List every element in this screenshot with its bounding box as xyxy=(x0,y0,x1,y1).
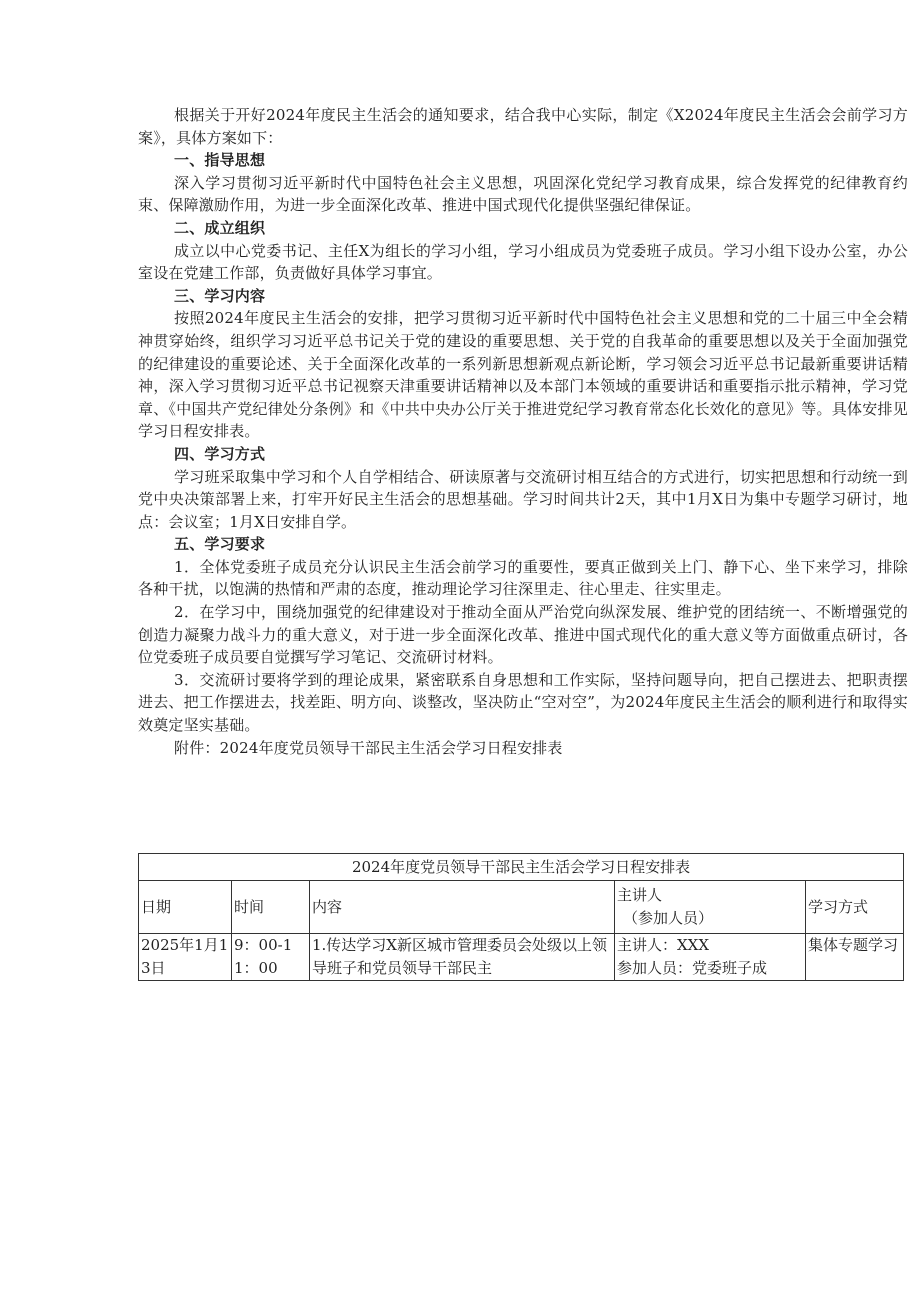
section-heading-study-content: 三、学习内容 xyxy=(174,286,266,305)
section-paragraph: 深入学习贯彻习近平新时代中国特色社会主义思想，巩固深化党纪学习教育成果，综合发挥党的纪律教育约束、保障激励作用，为进一步全面深化改革、推进中国式现代化提供坚强纪律保证。 xyxy=(138,173,908,215)
cell-date: 2025年1月13日 xyxy=(139,934,232,981)
section-heading-study-method: 四、学习方式 xyxy=(174,444,266,463)
document-body xyxy=(138,104,908,759)
requirement-item: 1．全体党委班子成员充分认识民主生活会前学习的重要性，要真正做到关上门、静下心、坐下来学习，排除各种干扰，以饱满的热情和严肃的态度，推动理论学习往深里走、往心里走、往实里走。 xyxy=(138,557,908,599)
intro-paragraph: 根据关于开好2024年度民主生活会的通知要求，结合我中心实际，制定《X2024年度民主生活会会前学习方案》，具体方案如下： xyxy=(138,106,908,147)
section-paragraph: 学习班采取集中学习和个人自学相结合、研读原著与交流研讨相互结合的方式进行，切实把思想和行动统一到党中央决策部署上来，打牢开好民主生活会的思想基础。学习时间共计2天，其中1月X日为集中专题学习研讨，地点：会议室；1月X日安排自学。 xyxy=(138,467,908,531)
section-heading-study-requirements: 五、学习要求 xyxy=(174,535,266,554)
requirement-item: 2．在学习中，围绕加强党的纪律建设对于推动全面从严治党向纵深发展、维护党的团结统一、不断增强党的创造力凝聚力战斗力的重大意义，对于进一步全面深化改革、推进中国式现代化的重大意义等方面做重点研讨，各位党委班子成员要自觉撰写学习笔记、交流研讨材料。 xyxy=(138,603,908,667)
section-heading-organization: 二、成立组织 xyxy=(174,218,266,237)
cell-time: 9：00-11：00 xyxy=(232,934,310,981)
header-content: 内容 xyxy=(310,881,615,934)
cell-content: 1.传达学习X新区城市管理委员会处级以上领导班子和党员领导干部民主 xyxy=(310,934,615,981)
cell-method: 集体专题学习 xyxy=(806,934,904,981)
header-method: 学习方式 xyxy=(806,881,904,934)
header-speaker-line2: （参加人员） xyxy=(623,909,714,927)
header-date: 日期 xyxy=(139,881,232,934)
cell-speaker-line2: 参加人员：党委班子成 xyxy=(617,959,768,977)
header-time: 时间 xyxy=(232,881,310,934)
attachment-note: 附件：2024年度党员领导干部民主生活会学习日程安排表 xyxy=(174,738,563,757)
section-paragraph: 按照2024年度民主生活会的安排，把学习贯彻习近平新时代中国特色社会主义思想和党的二十届三中全会精神贯穿始终，组织学习习近平总书记关于党的建设的重要思想、关于党的自我革命的重要思想以及关于全面加强党的纪律建设的重要论述、关于全面深化改革的一系列新思想新观点新论断，学习领会习近平总书记最新重要讲话精神，深入学习贯彻习近平总书记视察天津重要讲话精神以及本部门本领域的重要讲话和重要指示批示精神，学习党章、《中国共产党纪律处分条例》和《中共中央办公厅关于推进党纪学习教育常态化长效化的意见》等。具体安排见学习日程安排表。 xyxy=(138,309,908,441)
section-paragraph: 成立以中心党委书记、主任X为组长的学习小组，学习小组成员为党委班子成员。学习小组下设办公室，办公室设在党建工作部，负责做好具体学习事宜。 xyxy=(138,241,908,283)
requirement-item: 3．交流研讨要将学到的理论成果，紧密联系自身思想和工作实际，坚持问题导向，把自己摆进去、把职责摆进去、把工作摆进去，找差距、明方向、谈整改，坚决防止“空对空”，为2024年度民主生活会的顺利进行和取得实效奠定坚实基础。 xyxy=(138,670,908,735)
cell-speaker xyxy=(615,934,806,981)
table-row xyxy=(139,934,904,981)
schedule-table xyxy=(138,853,904,981)
header-speaker-line1: 主讲人 xyxy=(617,886,663,904)
table-header-row xyxy=(139,881,904,934)
table-caption: 2024年度党员领导干部民主生活会学习日程安排表 xyxy=(139,854,904,881)
cell-speaker-line1: 主讲人：XXX xyxy=(617,936,710,954)
header-speaker xyxy=(615,881,806,934)
section-heading-guiding-ideology: 一、指导思想 xyxy=(174,151,266,170)
